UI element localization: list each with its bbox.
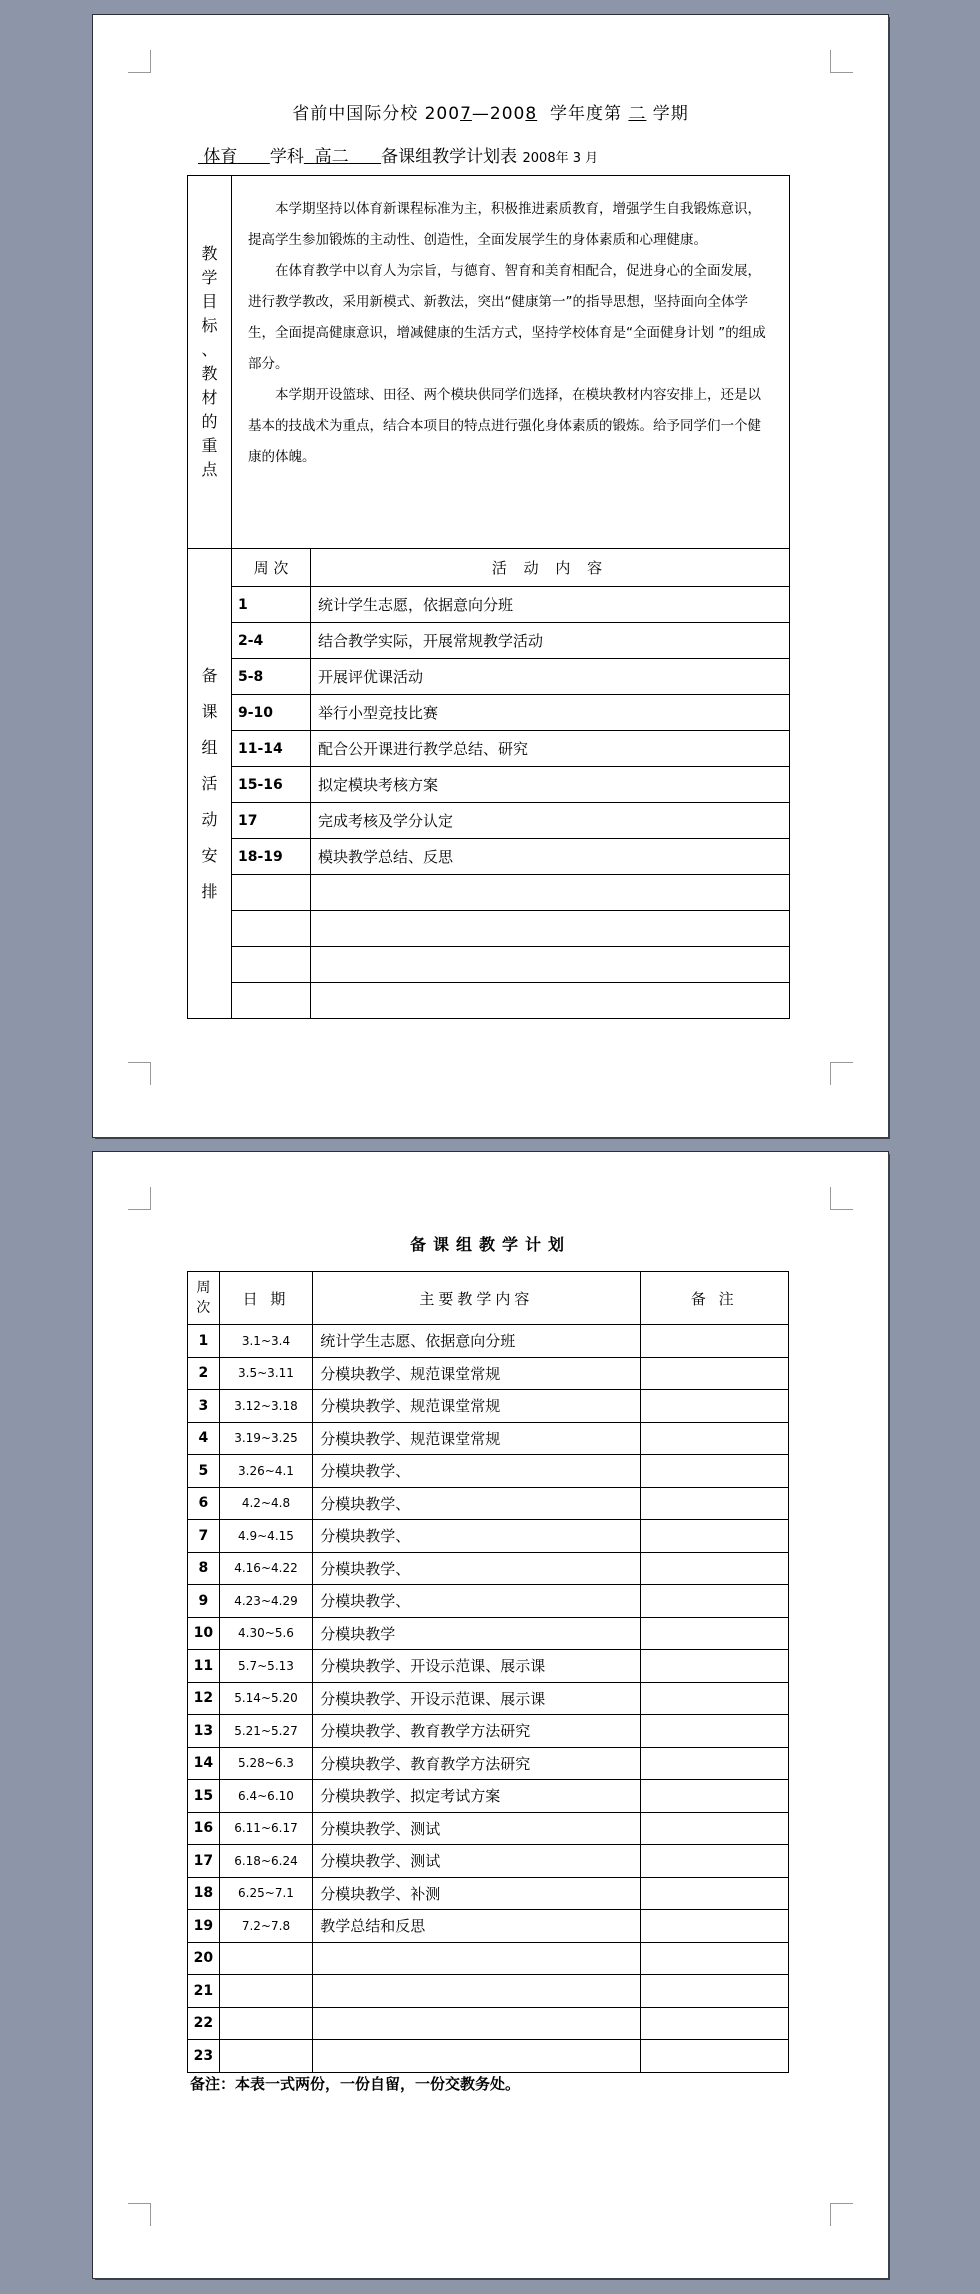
- objective-paragraph: 在体育教学中以育人为宗旨，与德育、智育和美育相配合，促进身心的全面发展，进行教学教改，采用新模式、新教法，突出“健康第一”的指导思想，坚持面向全体学生，全面提高健康意识，增减健康的生活方式，坚持学校体育是“全面健身计划 ”的组成部分。: [248, 263, 766, 372]
- activities-label: [188, 549, 232, 1019]
- week-header: [188, 1272, 220, 1325]
- crop-mark: [830, 1187, 853, 1210]
- schedule-row: [188, 1487, 789, 1520]
- row-content: 分模块教学、: [313, 1552, 640, 1585]
- year-end: 8: [525, 104, 538, 124]
- row-date: 4.2~4.8: [219, 1487, 312, 1520]
- activity-content: [311, 875, 790, 911]
- objectives-label: [188, 176, 232, 549]
- activity-content: 模块教学总结、反思: [311, 839, 790, 875]
- objectives-text: [232, 176, 790, 549]
- label-char: 材: [201, 388, 218, 407]
- row-week: 11: [188, 1650, 220, 1683]
- plan-table: [187, 175, 790, 1019]
- row-content: 分模块教学、规范课堂常规: [313, 1390, 640, 1423]
- row-date: 6.4~6.10: [219, 1780, 312, 1813]
- row-content: 分模块教学、补测: [313, 1877, 640, 1910]
- schedule-row: [188, 1617, 789, 1650]
- week-header-text: 周次: [196, 1280, 211, 1316]
- activity-row: [188, 911, 790, 947]
- plan-date: 2008年 3 月: [522, 151, 599, 166]
- row-remarks: [640, 1877, 789, 1910]
- row-remarks: [640, 2040, 789, 2073]
- activity-week: 18-19: [232, 839, 311, 875]
- schedule-row: [188, 1520, 789, 1553]
- activity-row: [188, 587, 790, 623]
- label-char: 目: [201, 292, 218, 311]
- row-content: 分模块教学: [313, 1617, 640, 1650]
- row-remarks: [640, 1682, 789, 1715]
- objective-paragraph: 本学期开设篮球、田径、两个模块供同学们选择，在模块教材内容安排上，还是以基本的技战术为重点，结合本项目的特点进行强化身体素质的锻炼。给予同学们一个健康的体魄。: [248, 387, 761, 465]
- grade-name: 高二: [314, 147, 349, 167]
- label-char: 点: [201, 460, 218, 479]
- row-remarks: [640, 1552, 789, 1585]
- remarks-header: 备 注: [640, 1272, 789, 1325]
- row-date: [219, 2040, 312, 2073]
- activity-row: [188, 947, 790, 983]
- activity-content: 开展评优课活动: [311, 659, 790, 695]
- row-content: 分模块教学、开设示范课、展示课: [313, 1650, 640, 1683]
- activity-week: 5-8: [232, 659, 311, 695]
- row-week: 1: [188, 1325, 220, 1358]
- schedule-row: [188, 1357, 789, 1390]
- schedule-row: [188, 1650, 789, 1683]
- term-label: 学期: [652, 104, 689, 124]
- schedule-row: [188, 2007, 789, 2040]
- label-char: 组: [201, 737, 218, 757]
- label-char: 教: [201, 364, 218, 383]
- activity-week: [232, 911, 311, 947]
- objectives-row: [188, 176, 790, 549]
- row-date: 4.16~4.22: [219, 1552, 312, 1585]
- activity-content: [311, 947, 790, 983]
- label-char: 课: [201, 701, 218, 721]
- row-week: 9: [188, 1585, 220, 1618]
- schedule-row: [188, 1715, 789, 1748]
- row-remarks: [640, 1845, 789, 1878]
- row-remarks: [640, 1487, 789, 1520]
- row-content: 分模块教学、: [313, 1520, 640, 1553]
- row-week: 5: [188, 1455, 220, 1488]
- subject-label: 学科: [269, 147, 304, 167]
- row-content: [313, 2007, 640, 2040]
- row-date: 5.14~5.20: [219, 1682, 312, 1715]
- row-date: 7.2~7.8: [219, 1910, 312, 1943]
- activity-content: 完成考核及学分认定: [311, 803, 790, 839]
- activity-week: [232, 875, 311, 911]
- row-content: 教学总结和反思: [313, 1910, 640, 1943]
- row-week: 22: [188, 2007, 220, 2040]
- row-content: 分模块教学、测试: [313, 1845, 640, 1878]
- row-date: [219, 2007, 312, 2040]
- label-char: 学: [201, 268, 218, 287]
- year-label: 学年度第: [549, 104, 622, 124]
- row-remarks: [640, 1812, 789, 1845]
- row-remarks: [640, 1942, 789, 1975]
- row-content: 分模块教学、: [313, 1487, 640, 1520]
- schedule-row: [188, 1747, 789, 1780]
- row-remarks: [640, 2007, 789, 2040]
- row-week: 2: [188, 1357, 220, 1390]
- row-week: 3: [188, 1390, 220, 1423]
- row-content: 分模块教学、: [313, 1455, 640, 1488]
- activity-row: [188, 983, 790, 1019]
- row-remarks: [640, 1455, 789, 1488]
- row-content: 分模块教学、教育教学方法研究: [313, 1715, 640, 1748]
- row-content: 统计学生志愿、依据意向分班: [313, 1325, 640, 1358]
- term-number: 二: [628, 104, 647, 124]
- row-remarks: [640, 1910, 789, 1943]
- row-week: 10: [188, 1617, 220, 1650]
- row-remarks: [640, 1325, 789, 1358]
- schedule-row: [188, 1455, 789, 1488]
- schedule-row: [188, 1780, 789, 1813]
- activity-row: [188, 803, 790, 839]
- row-date: 5.28~6.3: [219, 1747, 312, 1780]
- row-date: 3.1~3.4: [219, 1325, 312, 1358]
- row-week: 20: [188, 1942, 220, 1975]
- activity-content: 拟定模块考核方案: [311, 767, 790, 803]
- row-remarks: [640, 1650, 789, 1683]
- row-week: 12: [188, 1682, 220, 1715]
- activity-row: [188, 875, 790, 911]
- row-date: 5.7~5.13: [219, 1650, 312, 1683]
- row-week: 13: [188, 1715, 220, 1748]
- year-start: 7: [460, 104, 472, 124]
- activity-content: 举行小型竞技比赛: [311, 695, 790, 731]
- row-remarks: [640, 1585, 789, 1618]
- crop-mark: [128, 1062, 151, 1085]
- row-remarks: [640, 1747, 789, 1780]
- crop-mark: [830, 1062, 853, 1085]
- plan-table-title: 备课组教学计划: [409, 1235, 571, 1254]
- row-week: 16: [188, 1812, 220, 1845]
- label-char: 教: [201, 244, 218, 263]
- crop-mark: [830, 2203, 853, 2226]
- row-content: 分模块教学、拟定考试方案: [313, 1780, 640, 1813]
- year-dash: —200: [471, 104, 526, 124]
- row-content: 分模块教学、: [313, 1585, 640, 1618]
- activity-week: 17: [232, 803, 311, 839]
- label-char: 排: [201, 881, 218, 901]
- school-year-header: [93, 99, 888, 124]
- activity-week: 2-4: [232, 623, 311, 659]
- activities-header-row: [188, 549, 790, 587]
- row-week: 17: [188, 1845, 220, 1878]
- activity-week: 9-10: [232, 695, 311, 731]
- activity-week: 11-14: [232, 731, 311, 767]
- row-content: 分模块教学、开设示范课、展示课: [313, 1682, 640, 1715]
- school-name: 省前中国际分校 200: [292, 104, 461, 124]
- row-remarks: [640, 1975, 789, 2008]
- row-week: 4: [188, 1422, 220, 1455]
- plan-title: 备课组教学计划表: [381, 147, 518, 167]
- row-date: 6.25~7.1: [219, 1877, 312, 1910]
- schedule-row: [188, 1942, 789, 1975]
- content-header: 主要教学内容: [313, 1272, 640, 1325]
- row-date: 5.21~5.27: [219, 1715, 312, 1748]
- plan-subheader: [198, 142, 598, 167]
- label-char: 备: [201, 665, 218, 685]
- label-char: 动: [201, 809, 218, 829]
- subject-name: 体育: [203, 147, 238, 167]
- activity-content: 统计学生志愿，依据意向分班: [311, 587, 790, 623]
- schedule-row: [188, 1877, 789, 1910]
- row-date: 3.12~3.18: [219, 1390, 312, 1423]
- schedule-row: [188, 1812, 789, 1845]
- row-content: 分模块教学、教育教学方法研究: [313, 1747, 640, 1780]
- row-week: 14: [188, 1747, 220, 1780]
- document-page-1: [93, 15, 888, 1137]
- activity-week: [232, 947, 311, 983]
- label-char: 标: [201, 316, 218, 335]
- date-header: 日 期: [219, 1272, 312, 1325]
- schedule-row: [188, 1552, 789, 1585]
- activity-row: [188, 767, 790, 803]
- row-week: 19: [188, 1910, 220, 1943]
- label-char: 安: [201, 845, 218, 865]
- schedule-row: [188, 2040, 789, 2073]
- footer-note: 备注：本表一式两份，一份自留，一份交教务处。: [190, 2075, 521, 2093]
- row-remarks: [640, 1520, 789, 1553]
- row-week: 23: [188, 2040, 220, 2073]
- activity-week: [232, 983, 311, 1019]
- crop-mark: [128, 50, 151, 73]
- activity-row: [188, 839, 790, 875]
- crop-mark: [128, 2203, 151, 2226]
- row-week: 7: [188, 1520, 220, 1553]
- week-column-header: 周 次: [232, 549, 311, 587]
- row-date: 6.18~6.24: [219, 1845, 312, 1878]
- activity-week: 15-16: [232, 767, 311, 803]
- row-week: 21: [188, 1975, 220, 2008]
- activity-content: [311, 983, 790, 1019]
- label-char: 活: [201, 773, 218, 793]
- row-remarks: [640, 1780, 789, 1813]
- schedule-row: [188, 1975, 789, 2008]
- row-remarks: [640, 1357, 789, 1390]
- row-week: 18: [188, 1877, 220, 1910]
- schedule-row: [188, 1422, 789, 1455]
- row-remarks: [640, 1617, 789, 1650]
- row-date: 6.11~6.17: [219, 1812, 312, 1845]
- objective-paragraph: 本学期坚持以体育新课程标准为主，积极推进素质教育，增强学生自我锻炼意识，提高学生参加锻炼的主动性、创造性，全面发展学生的身体素质和心理健康。: [248, 201, 761, 248]
- row-content: 分模块教学、规范课堂常规: [313, 1357, 640, 1390]
- row-week: 8: [188, 1552, 220, 1585]
- schedule-header-row: [188, 1272, 789, 1325]
- row-content: [313, 1942, 640, 1975]
- activity-content: 结合教学实际，开展常规教学活动: [311, 623, 790, 659]
- activity-row: [188, 623, 790, 659]
- schedule-row: [188, 1682, 789, 1715]
- row-date: 3.5~3.11: [219, 1357, 312, 1390]
- row-date: 4.23~4.29: [219, 1585, 312, 1618]
- row-content: 分模块教学、测试: [313, 1812, 640, 1845]
- content-column-header: 活 动 内 容: [311, 549, 790, 587]
- row-date: 3.26~4.1: [219, 1455, 312, 1488]
- row-date: 4.9~4.15: [219, 1520, 312, 1553]
- label-char: 重: [201, 436, 218, 455]
- row-remarks: [640, 1422, 789, 1455]
- activity-row: [188, 659, 790, 695]
- schedule-row: [188, 1910, 789, 1943]
- schedule-row: [188, 1845, 789, 1878]
- crop-mark: [128, 1187, 151, 1210]
- crop-mark: [830, 50, 853, 73]
- row-content: [313, 1975, 640, 2008]
- row-date: [219, 1975, 312, 2008]
- row-content: 分模块教学、规范课堂常规: [313, 1422, 640, 1455]
- activity-content: [311, 911, 790, 947]
- activity-content: 配合公开课进行教学总结、研究: [311, 731, 790, 767]
- row-content: [313, 2040, 640, 2073]
- row-date: 4.30~5.6: [219, 1617, 312, 1650]
- row-date: 3.19~3.25: [219, 1422, 312, 1455]
- row-week: 15: [188, 1780, 220, 1813]
- row-remarks: [640, 1715, 789, 1748]
- activity-week: 1: [232, 587, 311, 623]
- activity-row: [188, 695, 790, 731]
- schedule-row: [188, 1325, 789, 1358]
- activity-row: [188, 731, 790, 767]
- row-date: [219, 1942, 312, 1975]
- row-week: 6: [188, 1487, 220, 1520]
- schedule-row: [188, 1585, 789, 1618]
- schedule-table: [187, 1271, 789, 2073]
- schedule-row: [188, 1390, 789, 1423]
- row-remarks: [640, 1390, 789, 1423]
- label-char: 的: [201, 412, 218, 431]
- label-char: 、: [201, 340, 218, 359]
